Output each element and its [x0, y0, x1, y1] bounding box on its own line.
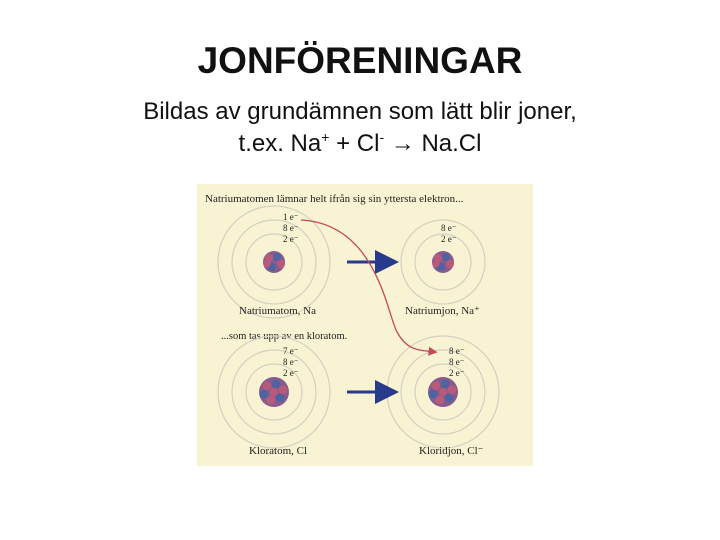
cl-shell-middle-label: 8 e⁻: [283, 357, 299, 367]
cl-shell-inner-label: 2 e⁻: [283, 368, 299, 378]
slide-title: JONFÖRENINGAR: [197, 40, 523, 81]
caption-middle: ...som tas upp av en kloratom.: [221, 331, 348, 342]
cl-ion-label: Kloridjon, Cl⁻: [419, 445, 484, 457]
subtitle-cl: + Cl: [329, 130, 380, 157]
na-ion-shell-inner-label: 2 e⁻: [441, 234, 457, 244]
subtitle-line-1: Bildas av grundämnen som lätt blir joner,: [143, 98, 577, 125]
subtitle-na-charge: +: [321, 129, 330, 145]
chloride-ion: [387, 336, 499, 457]
cl-atom-label: Kloratom, Cl: [249, 445, 308, 457]
chlorine-atom-nucleus: [259, 377, 289, 407]
subtitle-na: t.ex. Na: [238, 130, 322, 157]
na-shell-outer-label: 1 e⁻: [283, 212, 299, 222]
sodium-atom-nucleus: [263, 251, 285, 273]
chloride-ion-nucleus: [428, 377, 458, 407]
caption-top: Natriumatomen lämnar helt ifrån sig sin yttersta elektron...: [205, 193, 464, 205]
sodium-ion: [401, 220, 485, 317]
subtitle-reaction-arrow: →: [384, 130, 422, 157]
subtitle-cl-charge: -: [379, 129, 385, 145]
na-shell-inner-label: 2 e⁻: [283, 234, 299, 244]
na-atom-label: Natriumatom, Na: [239, 305, 316, 317]
cl-shell-outer-label: 7 e⁻: [283, 346, 299, 356]
cl-ion-shell-outer-label: 8 e⁻: [449, 346, 465, 356]
chlorine-atom: [218, 336, 330, 457]
sodium-ion-nucleus: [432, 251, 454, 273]
cl-ion-shell-middle-label: 8 e⁻: [449, 357, 465, 367]
na-ion-label: Natriumjon, Na⁺: [405, 305, 480, 317]
ion-formation-figure: [197, 184, 533, 466]
cl-ion-shell-inner-label: 2 e⁻: [449, 368, 465, 378]
sodium-atom: [218, 206, 330, 318]
subtitle-product: Na.Cl: [421, 130, 482, 157]
ion-formation-diagram: [197, 184, 533, 466]
subtitle-line-2: [0, 128, 720, 160]
na-shell-middle-label: 8 e⁻: [283, 223, 299, 233]
slide-subtitle: [0, 96, 720, 160]
na-ion-shell-outer-label: 8 e⁻: [441, 223, 457, 233]
